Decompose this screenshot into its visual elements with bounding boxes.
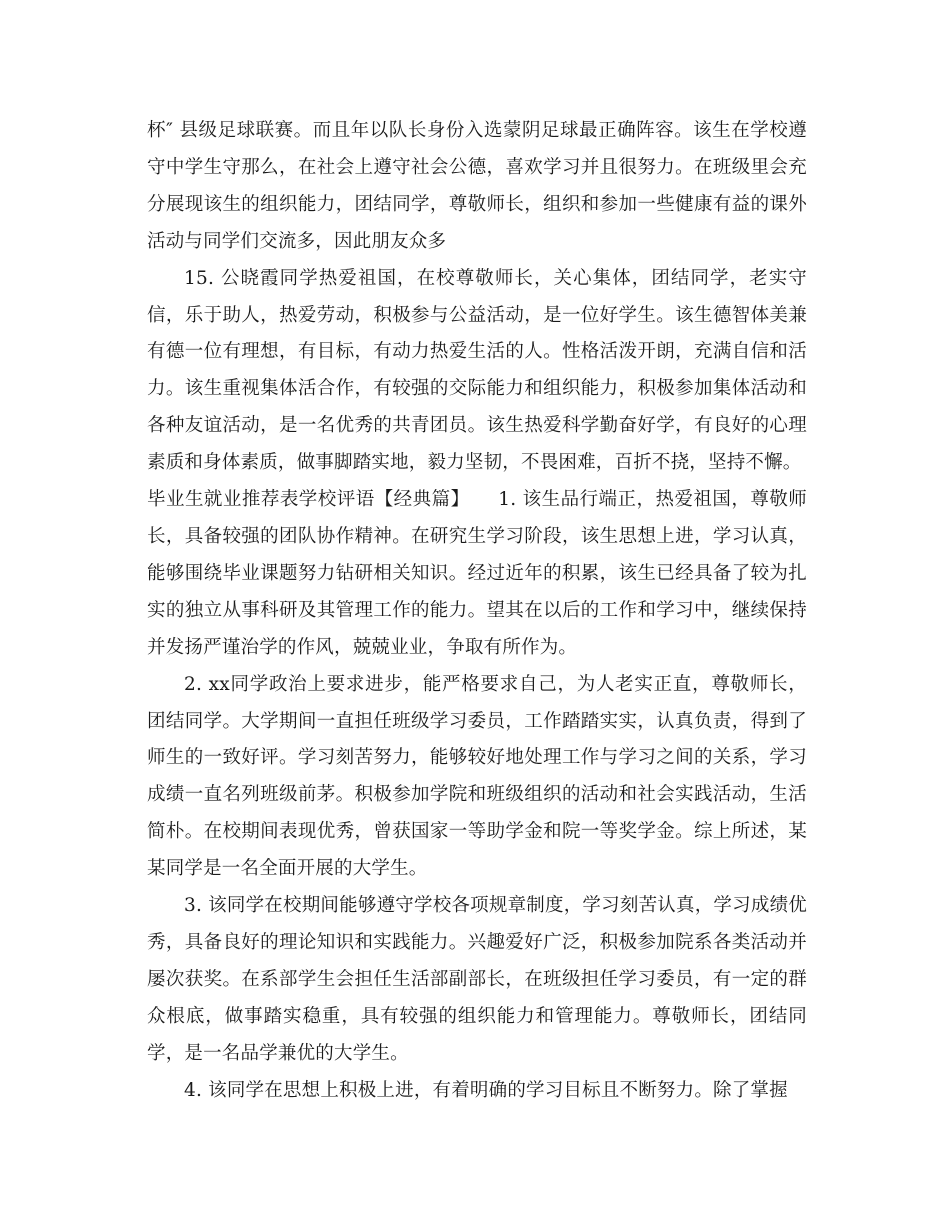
document-body (147, 113, 807, 1109)
paragraph-item-3: 3. 该同学在校期间能够遵守学校各项规章制度，学习刻苦认真，学习成绩优秀，具备良好的理论知识和实践能力。兴趣爱好广泛，积极参加院系各类活动并屡次获奖。在系部学生会担任生活部副部长，在班级担任学习委员，有一定的群众根底，做事踏实稳重，具有较强的组织能力和管理能力。尊敬师长，团结同学，是一名品学兼优的大学生。 (147, 895, 807, 1064)
paragraph-item-4: 4. 该同学在思想上积极上进，有着明确的学习目标且不断努力。除了掌握 (184, 1079, 788, 1101)
paragraph-item-15: 15. 公晓霞同学热爱祖国，在校尊敬师长，关心集体，团结同学，老实守信，乐于助人，热爱劳动，积极参与公益活动，是一位好学生。该生德智体美兼有德一位有理想，有目标，有动力热爱生活的人。性格活泼开朗，充满自信和活力。该生重视集体活合作，有较强的交际能力和组织能力，积极参加集体活动和各种友谊活动，是一名优秀的共青团员。该生热爱科学勤奋好学，有良好的心理素质和身体素质，做事脚踏实地，毅力坚韧，不畏困难，百折不挠，坚持不懈。 (147, 267, 807, 474)
paragraph-classic-heading-item-1: 毕业生就业推荐表学校评语【经典篇】 1. 该生品行端正，热爱祖国，尊敬师长，具备较强的团队协作精神。在研究生学习阶段，该生思想上进，学习认真，能够围绕毕业课题努力钻研相关知识。经过近年的积累，该生已经具备了较为扎实的独立从事科研及其管理工作的能力。望其在以后的工作和学习中，继续保持并发扬严谨治学的作风，兢兢业业，争取有所作为。 (147, 489, 807, 658)
paragraph-item-2: 2. xx同学政治上要求进步，能严格要求自己，为人老实正直，尊敬师长，团结同学。大学期间一直担任班级学习委员，工作踏踏实实，认真负责，得到了师生的一致好评。学习刻苦努力，能够较好地处理工作与学习之间的关系，学习成绩一直名列班级前茅。积极参加学院和班级组织的活动和社会实践活动，生活简朴。在校期间表现优秀，曾获国家一等助学金和院一等奖学金。综上所述，某某同学是一名全面开展的大学生。 (147, 673, 807, 880)
paragraph-football: 杯″ 县级足球联赛。而且年以队长身份入选蒙阴足球最正确阵容。该生在学校遵守中学生守那么，在社会上遵守社会公德，喜欢学习并且很努力。在班级里会充分展现该生的组织能力，团结同学，尊敬师长，组织和参加一些健康有益的课外活动与同学们交流多，因此朋友众多 (147, 120, 807, 252)
